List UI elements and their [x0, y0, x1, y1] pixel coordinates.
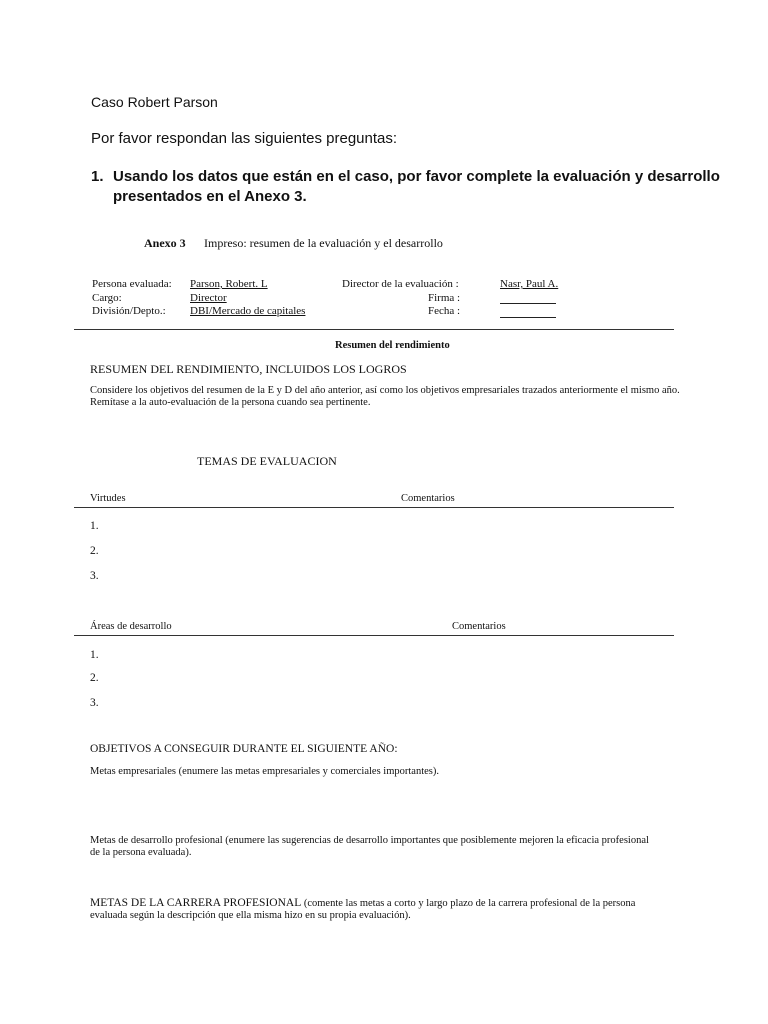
- summary-section-body: Considere los objetivos del resumen de la E y D del año anterior, así como los objetivos empresariales trazados anteriormente el mismo año. Remítase a la auto-evaluación de la persona cuando sea pertinente.: [90, 385, 680, 408]
- question-line-2: presentados en el Anexo 3.: [113, 188, 307, 205]
- summary-section-title: RESUMEN DEL RENDIMIENTO, INCLUIDOS LOS LOGROS: [90, 362, 407, 376]
- persona-value: Parson, Robert. L: [190, 278, 268, 290]
- division-value: DBI/Mercado de capitales: [190, 305, 306, 317]
- question-line-1: Usando los datos que están en el caso, por favor complete la evaluación y desarrollo: [113, 168, 720, 185]
- virtud-item-2: 2.: [90, 545, 99, 557]
- area-item-3: 3.: [90, 697, 99, 709]
- fecha-label: Fecha :: [428, 305, 461, 317]
- divider: [74, 635, 674, 636]
- divider: [74, 507, 674, 508]
- area-item-2: 2.: [90, 672, 99, 684]
- areas-comments-header: Comentarios: [452, 621, 506, 632]
- area-item-1: 1.: [90, 649, 99, 661]
- firma-blank-line: [500, 303, 556, 304]
- annex-label: Anexo 3: [144, 236, 186, 250]
- carrera-body: (comente las metas a corto y largo plazo de la carrera profesional de la persona evaluada según la descripción que ella misma hizo en su propia evaluación).: [90, 898, 636, 921]
- division-label: División/Depto.:: [92, 305, 166, 317]
- metas-desarrollo: Metas de desarrollo profesional (enumere las sugerencias de desarrollo importantes que posiblemente mejoren la eficacia profesional de la persona evaluada).: [90, 835, 649, 858]
- persona-label: Persona evaluada:: [92, 278, 172, 290]
- firma-label: Firma :: [428, 292, 461, 304]
- areas-header: Áreas de desarrollo: [90, 621, 172, 632]
- themes-title: TEMAS DE EVALUACION: [197, 454, 337, 468]
- annex-subtitle: Impreso: resumen de la evaluación y el desarrollo: [204, 236, 443, 250]
- cargo-value: Director: [190, 292, 227, 304]
- metas-carrera: [90, 897, 650, 922]
- fecha-blank-line: [500, 317, 556, 318]
- metas-empresariales: Metas empresariales (enumere las metas empresariales y comerciales importantes).: [90, 766, 439, 777]
- virtudes-header: Virtudes: [90, 493, 126, 504]
- case-title: Caso Robert Parson: [91, 94, 218, 110]
- question-number: 1.: [91, 168, 104, 185]
- intro-text: Por favor respondan las siguientes preguntas:: [91, 130, 398, 147]
- virtudes-comments-header: Comentarios: [401, 493, 455, 504]
- virtud-item-3: 3.: [90, 570, 99, 582]
- director-label: Director de la evaluación :: [342, 278, 459, 290]
- divider: [74, 329, 674, 330]
- virtud-item-1: 1.: [90, 520, 99, 532]
- summary-heading: Resumen del rendimiento: [335, 340, 450, 351]
- cargo-label: Cargo:: [92, 292, 122, 304]
- director-value: Nasr, Paul A.: [500, 278, 559, 290]
- objectives-title: OBJETIVOS A CONSEGUIR DURANTE EL SIGUIENTE AÑO:: [90, 743, 398, 755]
- carrera-title: METAS DE LA CARRERA PROFESIONAL: [90, 897, 302, 909]
